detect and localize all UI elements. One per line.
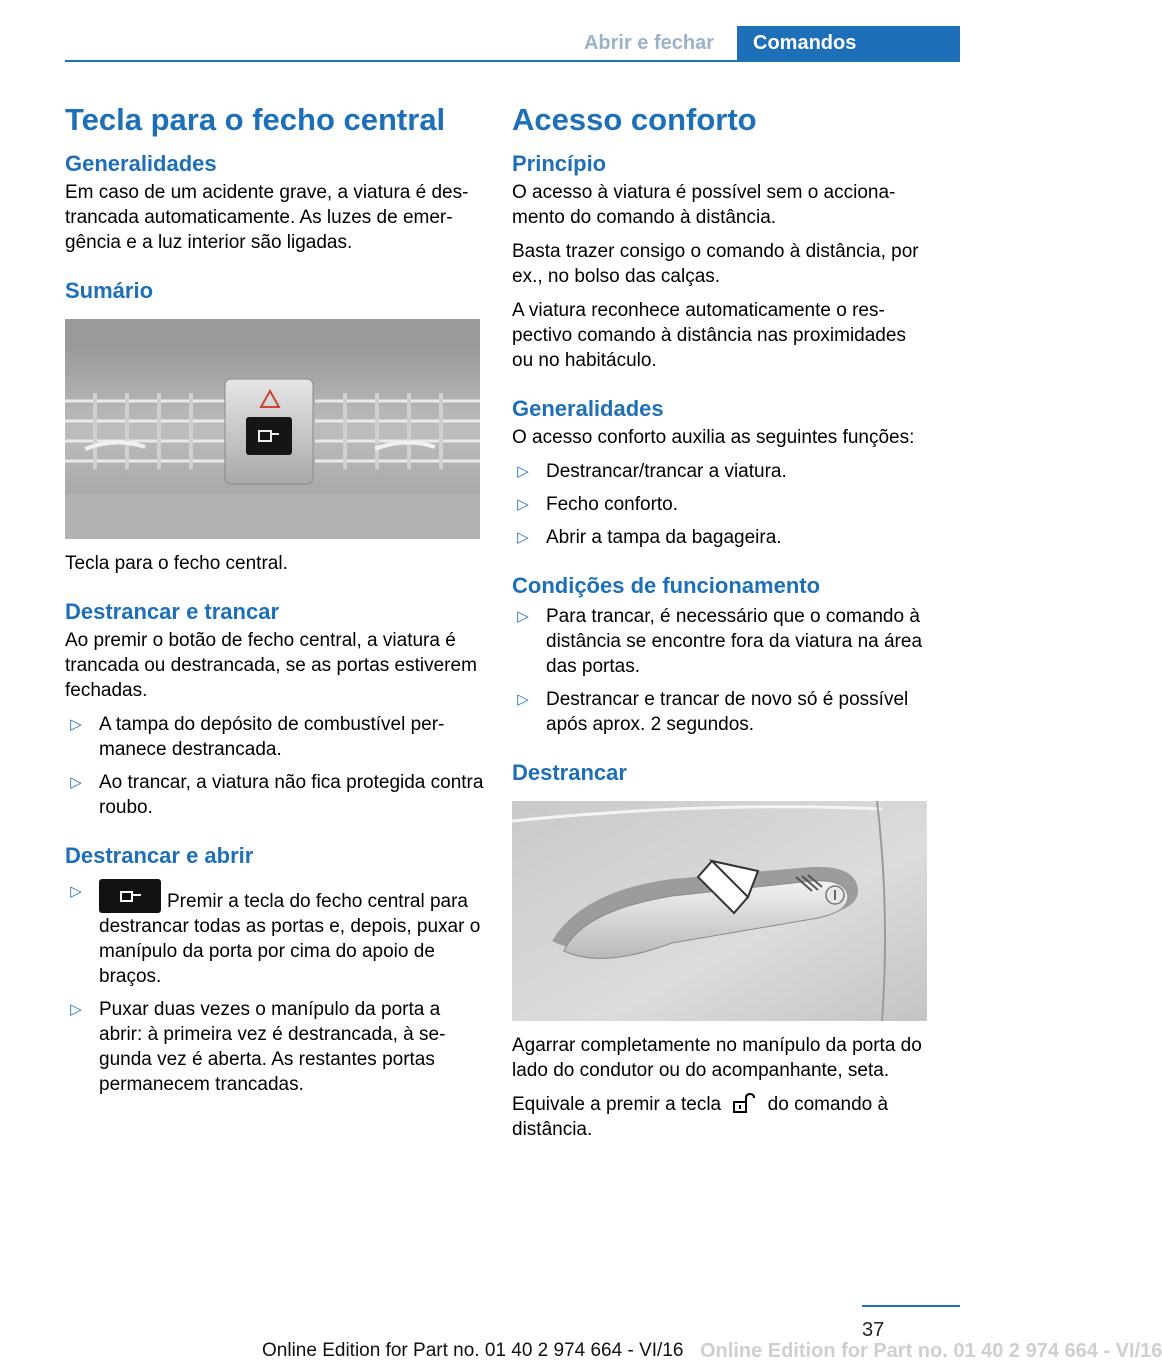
caption-door-handle: Agarrar completamente no manípulo da porta do lado do condutor ou do acompanhante, seta.	[512, 1035, 922, 1081]
triangle-right-outline-icon: ▷	[70, 883, 82, 900]
page-header	[65, 26, 960, 62]
list-item: ▷ Puxar duas vezes o manípulo da porta a abrir: à primeira vez é destrancada, à segunda vez é aberta. As restantes portas permanecem trancadas.	[65, 997, 485, 1097]
triangle-right-outline-icon: ▷	[517, 608, 529, 625]
heading-principio: Princípio	[512, 151, 607, 176]
header-chapter-tab: Comandos	[737, 26, 960, 62]
watermark: Online Edition for Part no. 01 40 2 974 664 - VI/16	[700, 1340, 1162, 1362]
footer-rule	[862, 1305, 960, 1307]
list-item: ▷ Ao trancar, a viatura não fica protegida contra roubo.	[65, 770, 485, 820]
triangle-right-outline-icon: ▷	[517, 529, 529, 546]
central-lock-button-illustration	[65, 319, 480, 539]
triangle-right-outline-icon: ▷	[517, 463, 529, 480]
heading-destrancar: Destrancar	[512, 760, 627, 785]
list-item: ▷ A tampa do depósito de combustível permanece destrancada.	[65, 712, 485, 762]
caption-central-lock: Tecla para o fecho central.	[65, 553, 288, 574]
left-column	[65, 100, 485, 1097]
text-destrancar-trancar: Ao premir o botão de fecho central, a viatura é trancada ou destrancada, se as portas estiverem fechadas.	[65, 630, 477, 701]
heading-destrancar-abrir: Destrancar e abrir	[65, 843, 254, 868]
page-number: 37	[862, 1319, 885, 1341]
list-destrancar-trancar	[65, 712, 485, 820]
heading-destrancar-trancar: Destrancar e trancar	[65, 599, 280, 624]
list-destrancar-abrir	[65, 879, 485, 1097]
list-item: ▷ Destrancar/trancar a viatura.	[512, 459, 928, 484]
triangle-right-outline-icon: ▷	[517, 496, 529, 513]
heading-generalidades-right: Generalidades	[512, 396, 664, 421]
figure-central-lock-button	[65, 319, 480, 539]
list-item: ▷ Para trancar, é necessário que o comando à distância se encontre fora da viatura na área das portas.	[512, 604, 928, 679]
text-generalidades: Em caso de um acidente grave, a viatura é destrancada automaticamente. As luzes de emergência e a luz interior são ligadas.	[65, 182, 469, 253]
triangle-right-outline-icon: ▷	[70, 716, 82, 733]
text-generalidades-right: O acesso conforto auxilia as seguintes funções:	[512, 427, 915, 448]
figure-door-handle	[512, 801, 927, 1021]
list-condicoes	[512, 604, 928, 737]
list-item: ▷ Premir a tecla do fecho central para destrancar todas as portas e, depois, puxar o manípulo da porta por cima do apoio de braços.	[65, 879, 485, 989]
heading-sumario: Sumário	[65, 278, 154, 303]
unlock-icon	[730, 1092, 758, 1114]
main-title-comfort-access: Acesso conforto	[512, 102, 757, 137]
text-principio-1: O acesso à viatura é possível sem o accionamento do comando à distância.	[512, 182, 896, 228]
heading-condicoes: Condições de funcionamento	[512, 573, 821, 598]
heading-generalidades: Generalidades	[65, 151, 217, 176]
list-item: ▷ Abrir a tampa da bagageira.	[512, 525, 928, 550]
triangle-right-outline-icon: ▷	[70, 1001, 82, 1018]
text-principio-3: A viatura reconhece automaticamente o respectivo comando à distância nas proximidades ou no habitáculo.	[512, 300, 906, 371]
header-section-title: Abrir e fechar	[583, 32, 714, 54]
edition-footer: Online Edition for Part no. 01 40 2 974 664 - VI/16	[262, 1340, 684, 1361]
list-generalidades-right	[512, 459, 928, 550]
central-lock-key-icon	[99, 879, 161, 913]
triangle-right-outline-icon: ▷	[517, 691, 529, 708]
door-handle-illustration	[512, 801, 927, 1021]
text-equivalent-key: Equivale a premir a tecla do comando à distância.	[512, 1094, 889, 1140]
triangle-right-outline-icon: ▷	[70, 774, 82, 791]
list-item: ▷ Fecho conforto.	[512, 492, 928, 517]
text-principio-2: Basta trazer consigo o comando à distância, por ex., no bolso das calças.	[512, 241, 919, 287]
list-item: ▷ Destrancar e trancar de novo só é possível após aprox. 2 segundos.	[512, 687, 928, 737]
main-title-central-lock: Tecla para o fecho central	[65, 102, 446, 137]
right-column	[512, 100, 928, 1142]
